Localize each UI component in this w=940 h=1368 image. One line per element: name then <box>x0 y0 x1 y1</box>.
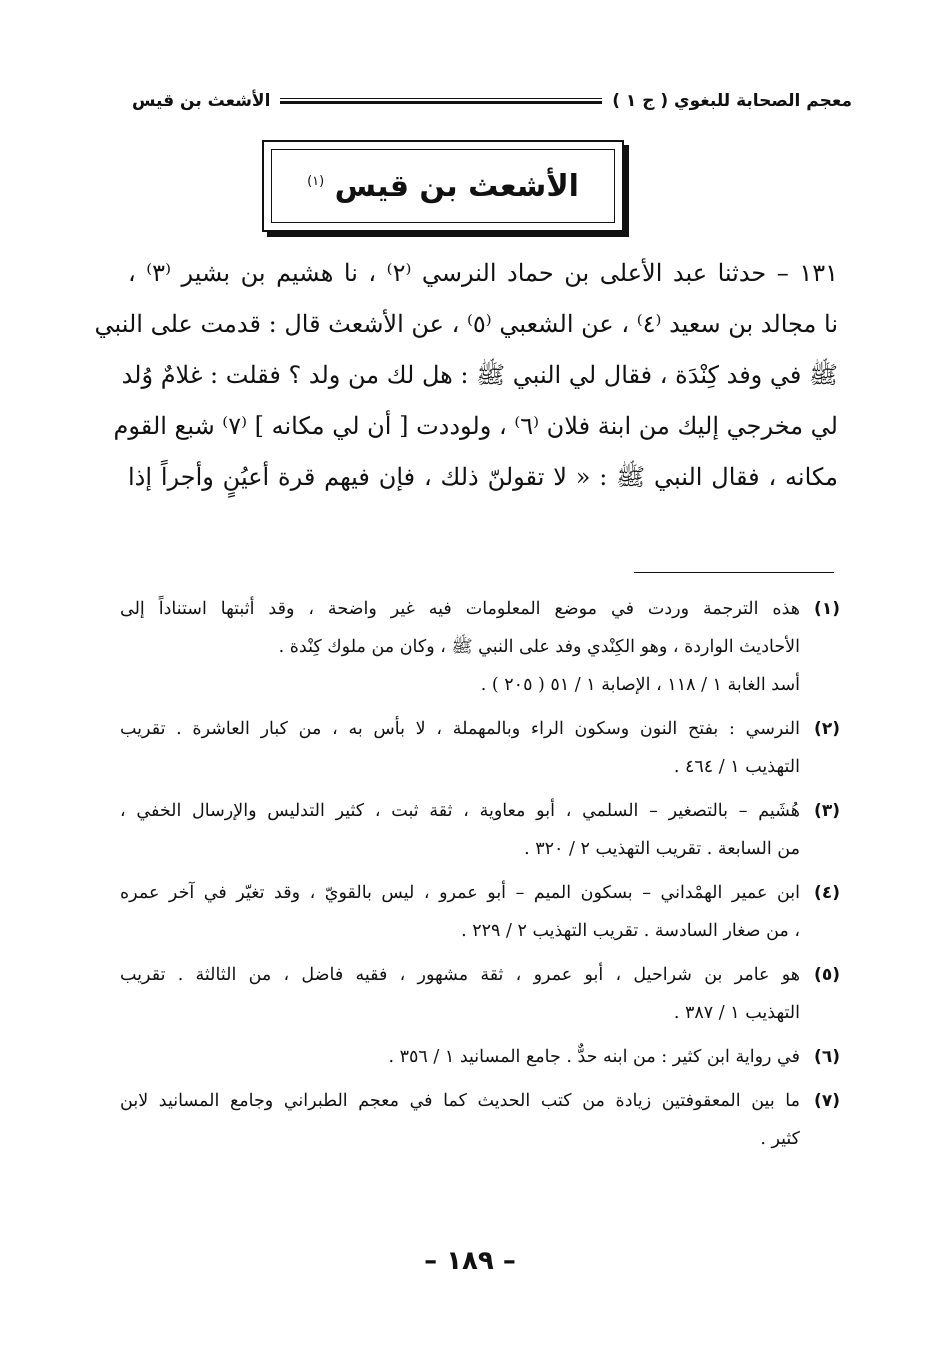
header-entry-name: الأشعث بن قيس <box>132 91 271 111</box>
footnote-number: (٦) <box>814 1047 840 1067</box>
header-rule <box>280 98 602 104</box>
footnote-body <box>120 1038 800 1076</box>
running-header <box>132 86 852 116</box>
footnote-number: (٤) <box>814 883 840 903</box>
main-text-line: ١٣١ – حدثنا عبد الأعلى بن حماد النرسي ⁽٢⁾ ، نا هشيم بن بشير ⁽٣⁾ ، <box>128 259 838 287</box>
entry-title <box>307 169 579 204</box>
footnote-2 <box>120 710 840 786</box>
footnote-line: هذه الترجمة وردت في موضع المعلومات فيه غير واضحة ، وقد أثبتها استناداً إلى <box>120 599 800 619</box>
footnote-separator <box>634 572 834 573</box>
footnotes <box>120 590 840 1164</box>
footnote-line: ، من صغار السادسة . تقريب التهذيب ٢ / ٢٢٩ . <box>461 921 800 941</box>
footnote-body <box>120 956 800 1032</box>
footnote-body <box>120 1082 800 1158</box>
footnote-number: (١) <box>814 599 840 619</box>
header-book-title: معجم الصحابة للبغوي ( ج ١ ) <box>612 91 852 111</box>
footnote-body <box>120 874 800 950</box>
footnote-line: ما بين المعقوفتين زيادة من كتب الحديث كما في معجم الطبراني وجامع المسانيد لابن <box>120 1091 800 1111</box>
footnote-body <box>120 710 800 786</box>
main-text-line: نا مجالد بن سعيد ⁽٤⁾ ، عن الشعبي ⁽٥⁾ ، عن الأشعث قال : قدمت على النبي <box>94 310 838 338</box>
footnote-1 <box>120 590 840 704</box>
footnote-line: هُشَيم – بالتصغير – السلمي ، أبو معاوية ، ثقة ثبت ، كثير التدليس والإرسال الخفي ، <box>120 801 800 821</box>
footnote-line: التهذيب ١ / ٤٦٤ . <box>673 757 800 777</box>
footnote-number: (٥) <box>814 965 840 985</box>
footnote-number: (٧) <box>814 1091 840 1111</box>
entry-title-box <box>262 140 624 232</box>
footnote-body <box>120 590 800 704</box>
footnote-5 <box>120 956 840 1032</box>
footnote-number: (٢) <box>814 719 840 739</box>
footnote-body <box>120 792 800 868</box>
footnote-line: من السابعة . تقريب التهذيب ٢ / ٣٢٠ . <box>524 839 800 859</box>
footnote-line: التهذيب ١ / ٣٨٧ . <box>673 1003 800 1023</box>
footnote-line: في رواية ابن كثير : من ابنه حدٌّ . جامع المسانيد ١ / ٣٥٦ . <box>388 1047 800 1067</box>
footnote-4 <box>120 874 840 950</box>
footnote-number: (٣) <box>814 801 840 821</box>
footnote-line: كثير . <box>760 1129 800 1149</box>
main-text-line: مكانه ، فقال النبي ﷺ : « لا تقولنّ ذلك ، فإن فيهم قرة أعيُنٍ وأجراً إذا <box>128 463 838 491</box>
footnote-line: الأحاديث الواردة ، وهو الكِنْدي وفد على النبي ﷺ ، وكان من ملوك كِنْدة . <box>278 637 800 657</box>
main-text <box>94 248 838 503</box>
footnote-line: هو عامر بن شراحيل ، أبو عمرو ، ثقة مشهور ، فقيه فاضل ، من الثالثة . تقريب <box>120 965 800 985</box>
entry-title-frame <box>271 149 615 223</box>
footnote-line: أسد الغابة ١ / ١١٨ ، الإصابة ١ / ٥١ ( ٢٠٥ ) . <box>480 675 800 695</box>
footnote-6 <box>120 1038 840 1076</box>
main-text-line: ﷺ في وفد كِنْدَة ، فقال لي النبي ﷺ : هل لك من ولد ؟ فقلت : غلامٌ وُلد <box>121 361 838 389</box>
entry-title-name: الأشعث بن قيس <box>334 168 579 204</box>
footnote-line: ابن عمير الهمْداني – بسكون الميم – أبو عمرو ، ليس بالقويّ ، وقد تغيّر في آخر عمره <box>120 883 800 903</box>
footnote-3 <box>120 792 840 868</box>
main-text-line: لي مخرجي إليك من ابنة فلان ⁽٦⁾ ، ولوددت [ أن لي مكانه ] ⁽٧⁾ شبع القوم <box>113 412 838 440</box>
footnote-7 <box>120 1082 840 1158</box>
page-number: – ١٨٩ – <box>424 1246 516 1276</box>
entry-title-footnote-mark: (١) <box>307 173 325 189</box>
footnote-line: النرسي : بفتح النون وسكون الراء وبالمهملة ، لا بأس به ، من كبار العاشرة . تقريب <box>120 719 800 739</box>
